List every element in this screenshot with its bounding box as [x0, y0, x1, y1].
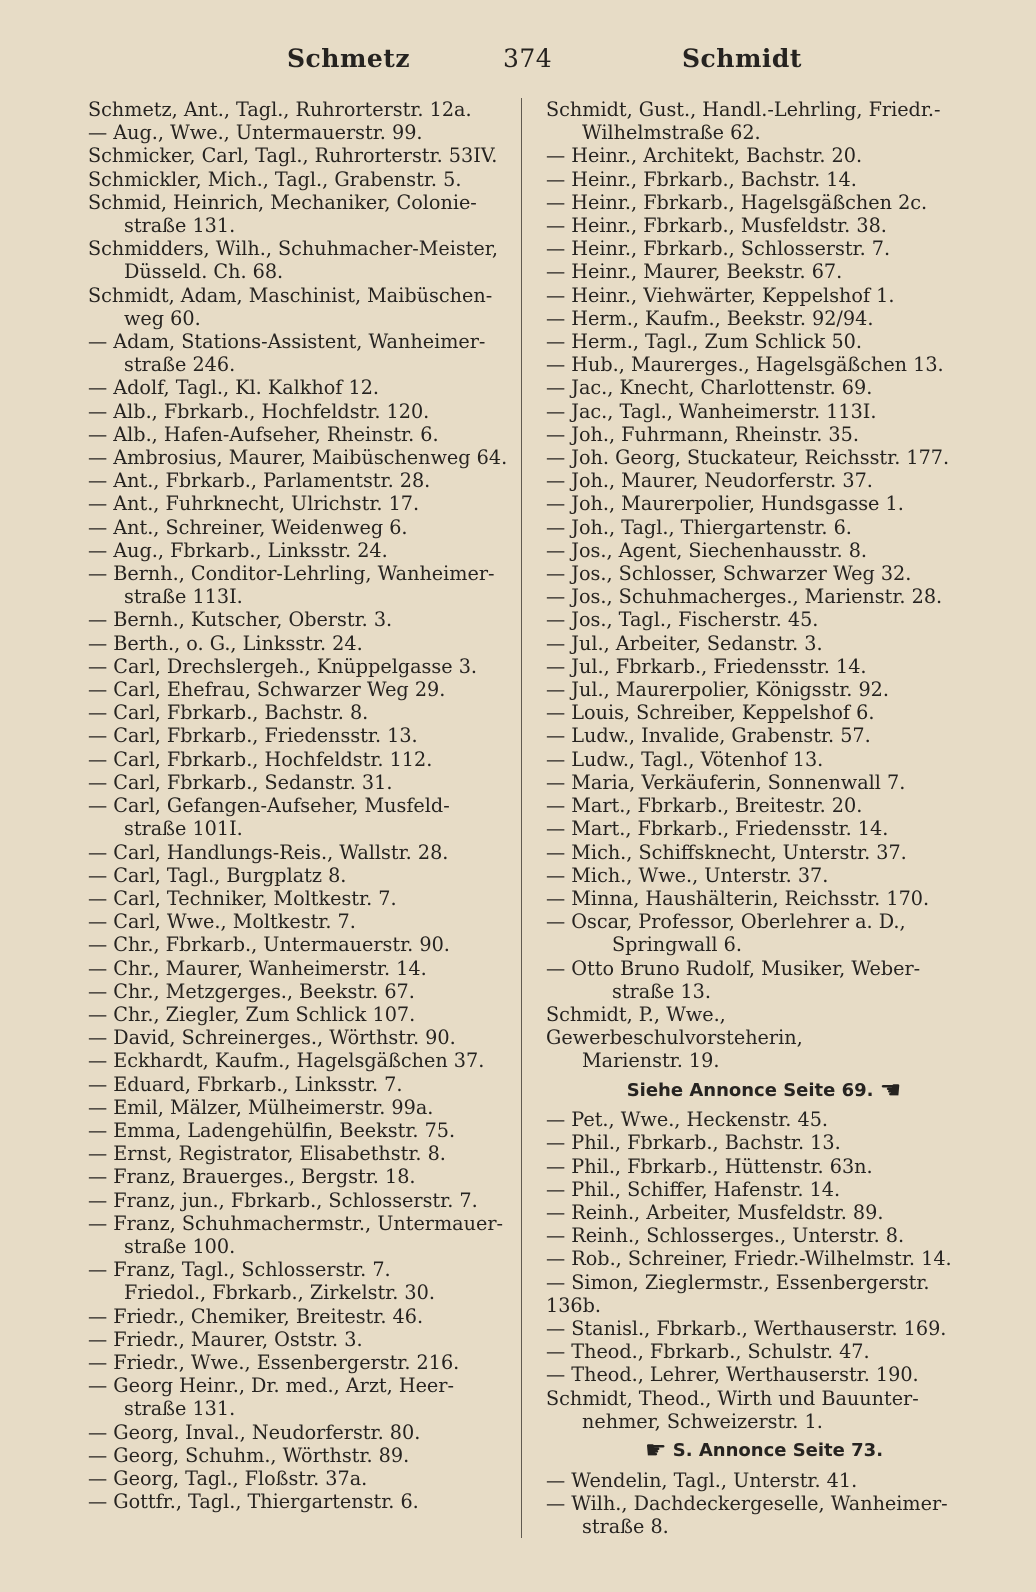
entry-line: — Stanisl., Fbrkarb., Werthauserstr. 169. [546, 1316, 947, 1340]
directory-entry [546, 632, 982, 655]
directory-entry [546, 678, 982, 701]
directory-entry [546, 562, 982, 585]
entry-line: — Jos., Agent, Siechenhausstr. 8. [546, 538, 868, 562]
entry-continuation: straße 101I. [124, 817, 243, 841]
directory-entry [546, 817, 982, 840]
entry-line: Schmidt, Gust., Handl.-Lehrling, Friedr.- [546, 98, 941, 121]
entry-continuation: weg 60. [124, 306, 201, 330]
entry-line: — Ant., Schreiner, Weidenweg 6. [88, 515, 408, 539]
entry-line: — Ant., Fbrkarb., Parlamentstr. 28. [88, 469, 431, 493]
directory-entry [88, 933, 516, 956]
entry-continuation: Springwall 6. [612, 933, 742, 957]
right-column-bottom-entries [546, 1469, 982, 1539]
directory-entry [546, 841, 982, 864]
entry-line: — Jos., Schlosser, Schwarzer Weg 32. [546, 562, 912, 586]
directory-entry [546, 1247, 982, 1270]
directory-entry [88, 748, 516, 771]
entry-line: — Joh., Maurer, Neudorferstr. 37. [546, 469, 873, 493]
directory-entry [546, 168, 982, 191]
entry-line: — Aug., Wwe., Untermauerstr. 99. [88, 121, 423, 145]
entry-line: Schmetz, Ant., Tagl., Ruhrorterstr. 12a. [88, 98, 472, 121]
entry-line: — Joh., Tagl., Thiergartenstr. 6. [546, 515, 852, 539]
directory-entry [546, 585, 982, 608]
directory-entry [88, 1305, 516, 1328]
directory-entry [546, 423, 982, 446]
entry-line: — Simon, Zieglermstr., Essenbergerstr. 136b. [546, 1270, 930, 1317]
directory-entry [88, 864, 516, 887]
notice-1-text: Siehe Annonce Seite 69. [626, 1079, 874, 1101]
directory-entry [546, 214, 982, 237]
entry-line: — Mart., Fbrkarb., Breitestr. 20. [546, 794, 863, 818]
entry-line: — Alb., Hafen-Aufseher, Rheinstr. 6. [88, 422, 439, 446]
header-left-keyword: Schmetz [287, 44, 411, 73]
directory-entry [546, 1387, 982, 1433]
directory-entry [88, 1444, 516, 1467]
entry-line: Schmid, Heinrich, Mechaniker, Colonie- [88, 190, 477, 214]
directory-entry [546, 1224, 982, 1247]
directory-entry [546, 191, 982, 214]
entry-line: — Maria, Verkäuferin, Sonnenwall 7. [546, 770, 906, 794]
directory-entry [546, 957, 982, 1003]
entry-line: — Carl, Techniker, Moltkestr. 7. [88, 886, 397, 910]
directory-entry [546, 330, 982, 353]
entry-line: — Chr., Maurer, Wanheimerstr. 14. [88, 956, 427, 980]
directory-entry [88, 469, 516, 492]
entry-continuation: straße 113I. [124, 585, 243, 609]
entry-line: — Jos., Schuhmacherges., Marienstr. 28. [546, 585, 943, 609]
entry-line: — Emma, Ladengehülfin, Beekstr. 75. [88, 1118, 456, 1142]
entry-line: — Franz, Schuhmachermstr., Untermauer- [88, 1211, 503, 1235]
directory-entry [546, 1317, 982, 1340]
entry-line: — Adam, Stations-Assistent, Wanheimer- [88, 330, 486, 354]
entry-line: — Carl, Drechslergeh., Knüppelgasse 3. [88, 654, 478, 678]
entry-line: Schmidt, Adam, Maschinist, Maibüschen- [88, 283, 493, 307]
entry-line: — Heinr., Fbrkarb., Musfeldstr. 38. [546, 214, 887, 238]
entry-line: — Mich., Schiffsknecht, Unterstr. 37. [546, 840, 907, 864]
entry-continuation: straße 13. [612, 979, 711, 1003]
entry-line: — Phil., Schiffer, Hafenstr. 14. [546, 1177, 841, 1201]
directory-entry [546, 1271, 982, 1317]
entry-line: — Reinh., Schlosserges., Unterstr. 8. [546, 1224, 905, 1248]
directory-entry [546, 724, 982, 747]
directory-entry [88, 1119, 516, 1142]
entry-line: — Reinh., Arbeiter, Musfeldstr. 89. [546, 1200, 884, 1224]
entry-line: — Jac., Tagl., Wanheimerstr. 113I. [546, 399, 877, 423]
entry-continuation: straße 246. [124, 353, 236, 377]
entry-line: Friedol., Fbrkarb., Zirkelstr. 30. [124, 1281, 435, 1305]
entry-line: Schmidt, Theod., Wirth und Bauunter- [546, 1386, 919, 1410]
directory-entry [88, 539, 516, 562]
entry-line: — Heinr., Viehwärter, Keppelshof 1. [546, 283, 895, 307]
directory-entry [546, 539, 982, 562]
directory-entry [88, 492, 516, 515]
entry-line: — Georg, Inval., Neudorferstr. 80. [88, 1420, 421, 1444]
directory-entry [546, 1108, 982, 1131]
directory-entry [88, 376, 516, 399]
entry-line: — Heinr., Fbrkarb., Hagelsgäßchen 2c. [546, 190, 928, 214]
entry-line: — Friedr., Wwe., Essenbergerstr. 216. [88, 1350, 460, 1374]
entry-continuation: straße 8. [582, 1514, 669, 1538]
entry-line: Schmidders, Wilh., Schuhmacher-Meister, [88, 237, 498, 261]
entry-line: Schmicker, Carl, Tagl., Ruhrorterstr. 53IV. [88, 144, 498, 168]
directory-entry [88, 191, 516, 237]
directory-entry [88, 284, 516, 330]
directory-entry [546, 237, 982, 260]
directory-entry [88, 1165, 516, 1188]
entry-line: — Joh., Maurerpolier, Hundsgasse 1. [546, 492, 904, 516]
pointing-hand-icon: ☚ [879, 1075, 902, 1104]
entry-line: — Carl, Ehefrau, Schwarzer Weg 29. [88, 678, 446, 702]
directory-entry [546, 446, 982, 469]
entry-line: — Wendelin, Tagl., Unterstr. 41. [546, 1468, 858, 1492]
directory-entry [546, 794, 982, 817]
directory-entry [546, 1131, 982, 1154]
directory-entry [88, 1212, 516, 1258]
entry-line: — Pet., Wwe., Heckenstr. 45. [546, 1108, 829, 1132]
entry-line: — Chr., Fbrkarb., Untermauerstr. 90. [88, 933, 450, 957]
entry-line: — Emil, Mälzer, Mülheimerstr. 99a. [88, 1095, 434, 1119]
directory-entry [88, 980, 516, 1003]
directory-entry [546, 864, 982, 887]
entry-line: — Carl, Tagl., Burgplatz 8. [88, 863, 347, 887]
directory-entry [546, 748, 982, 771]
directory-entry [88, 1049, 516, 1072]
directory-entry [88, 98, 516, 121]
annonce-notice-1 [546, 1073, 982, 1109]
page-number: 374 [503, 44, 553, 73]
entry-line: — Jul., Fbrkarb., Friedensstr. 14. [546, 654, 867, 678]
entry-line: — Otto Bruno Rudolf, Musiker, Weber- [546, 956, 921, 980]
entry-line: — Rob., Schreiner, Friedr.-Wilhelmstr. 14. [546, 1247, 952, 1271]
directory-entry [546, 144, 982, 167]
directory-entry [88, 1281, 516, 1304]
annonce-notice-2 [546, 1433, 982, 1469]
directory-entry [88, 957, 516, 980]
directory-entry [88, 794, 516, 840]
entry-continuation: Marienstr. 19. [582, 1049, 720, 1073]
entry-line: — Aug., Fbrkarb., Linksstr. 24. [88, 538, 388, 562]
entry-line: — Carl, Fbrkarb., Friedensstr. 13. [88, 724, 418, 748]
entry-line: — David, Schreinerges., Wörthstr. 90. [88, 1026, 456, 1050]
directory-entry [546, 1340, 982, 1363]
entry-line: — Carl, Fbrkarb., Hochfeldstr. 112. [88, 747, 433, 771]
entry-line: — Mich., Wwe., Unterstr. 37. [546, 863, 829, 887]
entry-line: — Chr., Ziegler, Zum Schlick 107. [88, 1002, 416, 1026]
entry-line: — Carl, Handlungs-Reis., Wallstr. 28. [88, 840, 449, 864]
entry-line: — Mart., Fbrkarb., Friedensstr. 14. [546, 817, 889, 841]
directory-entry [546, 353, 982, 376]
entry-line: — Jos., Tagl., Fischerstr. 45. [546, 608, 819, 632]
directory-entry [88, 1073, 516, 1096]
directory-entry [88, 562, 516, 608]
directory-entry [546, 307, 982, 330]
directory-entry [88, 910, 516, 933]
directory-entry [546, 887, 982, 910]
entry-line: — Carl, Wwe., Moltkestr. 7. [88, 910, 356, 934]
directory-entry [546, 1492, 982, 1538]
entry-line: Schmidt, P., Wwe., Gewerbeschulvorsteherin, [546, 1002, 803, 1050]
entry-line: — Berth., o. G., Linksstr. 24. [88, 631, 363, 655]
entry-line: — Herm., Tagl., Zum Schlick 50. [546, 330, 862, 354]
directory-entry [88, 446, 516, 469]
entry-line: Schmickler, Mich., Tagl., Grabenstr. 5. [88, 167, 462, 191]
entry-line: — Oscar, Professor, Oberlehrer a. D., [546, 910, 906, 934]
directory-entry [546, 1003, 982, 1073]
entry-line: — Georg Heinr., Dr. med., Arzt, Heer- [88, 1374, 454, 1398]
entry-line: — Ludw., Invalide, Grabenstr. 57. [546, 724, 871, 748]
entry-line: — Carl, Fbrkarb., Bachstr. 8. [88, 701, 369, 725]
directory-entry [88, 724, 516, 747]
entry-line: — Louis, Schreiber, Keppelshof 6. [546, 701, 875, 725]
directory-entry [546, 98, 982, 144]
directory-entry [546, 469, 982, 492]
directory-entry [88, 1189, 516, 1212]
entry-line: — Ludw., Tagl., Vötenhof 13. [546, 747, 824, 771]
right-column [546, 98, 982, 1538]
entry-line: — Franz, Brauerges., Bergstr. 18. [88, 1165, 416, 1189]
entry-line: — Hub., Maurerges., Hagelsgäßchen 13. [546, 353, 944, 377]
directory-entry [88, 655, 516, 678]
entry-line: — Theod., Lehrer, Werthauserstr. 190. [546, 1363, 919, 1387]
pointing-hand-icon: ☚ [644, 1436, 667, 1465]
directory-entry [88, 1374, 516, 1420]
directory-entry [546, 1178, 982, 1201]
entry-line: — Eckhardt, Kaufm., Hagelsgäßchen 37. [88, 1049, 485, 1073]
directory-entry [546, 400, 982, 423]
entry-line: — Carl, Gefangen-Aufseher, Musfeld- [88, 794, 450, 818]
entry-line: — Friedr., Chemiker, Breitestr. 46. [88, 1304, 424, 1328]
directory-entry [88, 771, 516, 794]
entry-line: — Herm., Kaufm., Beekstr. 92/94. [546, 306, 874, 330]
notice-2-text: S. Annonce Seite 73. [672, 1439, 884, 1461]
entry-line: — Ernst, Registrator, Elisabethstr. 8. [88, 1142, 446, 1166]
entry-line: — Heinr., Fbrkarb., Schlosserstr. 7. [546, 237, 891, 261]
directory-entry [88, 632, 516, 655]
entry-line: — Gottfr., Tagl., Thiergartenstr. 6. [88, 1490, 419, 1514]
directory-entry [88, 1026, 516, 1049]
entry-continuation: nehmer, Schweizerstr. 1. [582, 1409, 823, 1433]
directory-entry [546, 910, 982, 956]
entry-line: — Jul., Arbeiter, Sedanstr. 3. [546, 631, 823, 655]
directory-entry [546, 1363, 982, 1386]
entry-line: — Ant., Fuhrknecht, Ulrichstr. 17. [88, 492, 420, 516]
directory-entry [546, 771, 982, 794]
entry-line: — Heinr., Architekt, Bachstr. 20. [546, 144, 863, 168]
entry-line: — Friedr., Maurer, Oststr. 3. [88, 1327, 363, 1351]
entry-line: — Georg, Tagl., Floßstr. 37a. [88, 1466, 368, 1490]
entry-line: — Eduard, Fbrkarb., Linksstr. 7. [88, 1072, 403, 1096]
directory-entry [88, 516, 516, 539]
entry-line: — Minna, Haushälterin, Reichsstr. 170. [546, 886, 930, 910]
directory-entry [88, 841, 516, 864]
directory-entry [546, 1201, 982, 1224]
entry-continuation: Wilhelmstraße 62. [582, 121, 761, 145]
entry-line: — Georg, Schuhm., Wörthstr. 89. [88, 1443, 410, 1467]
directory-entry [88, 1490, 516, 1513]
directory-entry [546, 608, 982, 631]
directory-entry [546, 376, 982, 399]
directory-entry [88, 678, 516, 701]
directory-entry [546, 492, 982, 515]
entry-line: — Heinr., Maurer, Beekstr. 67. [546, 260, 843, 284]
entry-line: — Jul., Maurerpolier, Königsstr. 92. [546, 678, 889, 702]
directory-entry [88, 168, 516, 191]
directory-entry [88, 1467, 516, 1490]
right-column-top-entries [546, 98, 982, 1073]
directory-entry [88, 330, 516, 376]
directory-entry [88, 608, 516, 631]
directory-entry [88, 144, 516, 167]
directory-entry [88, 701, 516, 724]
directory-entry [88, 1096, 516, 1119]
entry-line: — Chr., Metzgerges., Beekstr. 67. [88, 979, 415, 1003]
directory-entry [88, 1351, 516, 1374]
directory-entry [546, 516, 982, 539]
directory-entry [88, 1142, 516, 1165]
directory-entry [546, 655, 982, 678]
entry-line: — Wilh., Dachdeckergeselle, Wanheimer- [546, 1491, 948, 1515]
entry-continuation: straße 131. [124, 1397, 236, 1421]
directory-entry [546, 260, 982, 283]
directory-entry [88, 423, 516, 446]
entry-continuation: straße 131. [124, 214, 236, 238]
directory-entry [88, 887, 516, 910]
entry-continuation: Düsseld. Ch. 68. [124, 260, 284, 284]
directory-entry [88, 1421, 516, 1444]
directory-entry [88, 400, 516, 423]
left-column [88, 98, 516, 1513]
directory-entry [546, 1469, 982, 1492]
directory-entry [546, 284, 982, 307]
entry-line: — Joh., Fuhrmann, Rheinstr. 35. [546, 422, 859, 446]
right-column-mid-entries [546, 1108, 982, 1433]
directory-entry [88, 1328, 516, 1351]
directory-entry [546, 701, 982, 724]
entry-line: — Phil., Fbrkarb., Bachstr. 13. [546, 1131, 841, 1155]
entry-line: — Alb., Fbrkarb., Hochfeldstr. 120. [88, 399, 430, 423]
entry-line: — Heinr., Fbrkarb., Bachstr. 14. [546, 167, 857, 191]
directory-entry [88, 1003, 516, 1026]
directory-entry [88, 237, 516, 283]
entry-line: — Ambrosius, Maurer, Maibüschenweg 64. [88, 446, 508, 470]
entry-line: — Bernh., Kutscher, Oberstr. 3. [88, 608, 393, 632]
page-header [0, 44, 1036, 84]
entry-line: — Joh. Georg, Stuckateur, Reichsstr. 177. [546, 446, 950, 470]
directory-entry [88, 121, 516, 144]
entry-line: — Theod., Fbrkarb., Schulstr. 47. [546, 1340, 870, 1364]
entry-line: — Franz, jun., Fbrkarb., Schlosserstr. 7. [88, 1188, 478, 1212]
directory-entry [88, 1258, 516, 1281]
column-divider [521, 98, 522, 1538]
directory-entry [546, 1155, 982, 1178]
entry-continuation: straße 100. [124, 1234, 236, 1258]
header-right-keyword: Schmidt [682, 44, 802, 73]
entry-line: — Carl, Fbrkarb., Sedanstr. 31. [88, 770, 393, 794]
entry-line: — Bernh., Conditor-Lehrling, Wanheimer- [88, 562, 495, 586]
entry-line: — Adolf, Tagl., Kl. Kalkhof 12. [88, 376, 380, 400]
entry-line: — Jac., Knecht, Charlottenstr. 69. [546, 376, 873, 400]
entry-line: — Phil., Fbrkarb., Hüttenstr. 63n. [546, 1154, 873, 1178]
entry-line: — Franz, Tagl., Schlosserstr. 7. [88, 1258, 391, 1282]
